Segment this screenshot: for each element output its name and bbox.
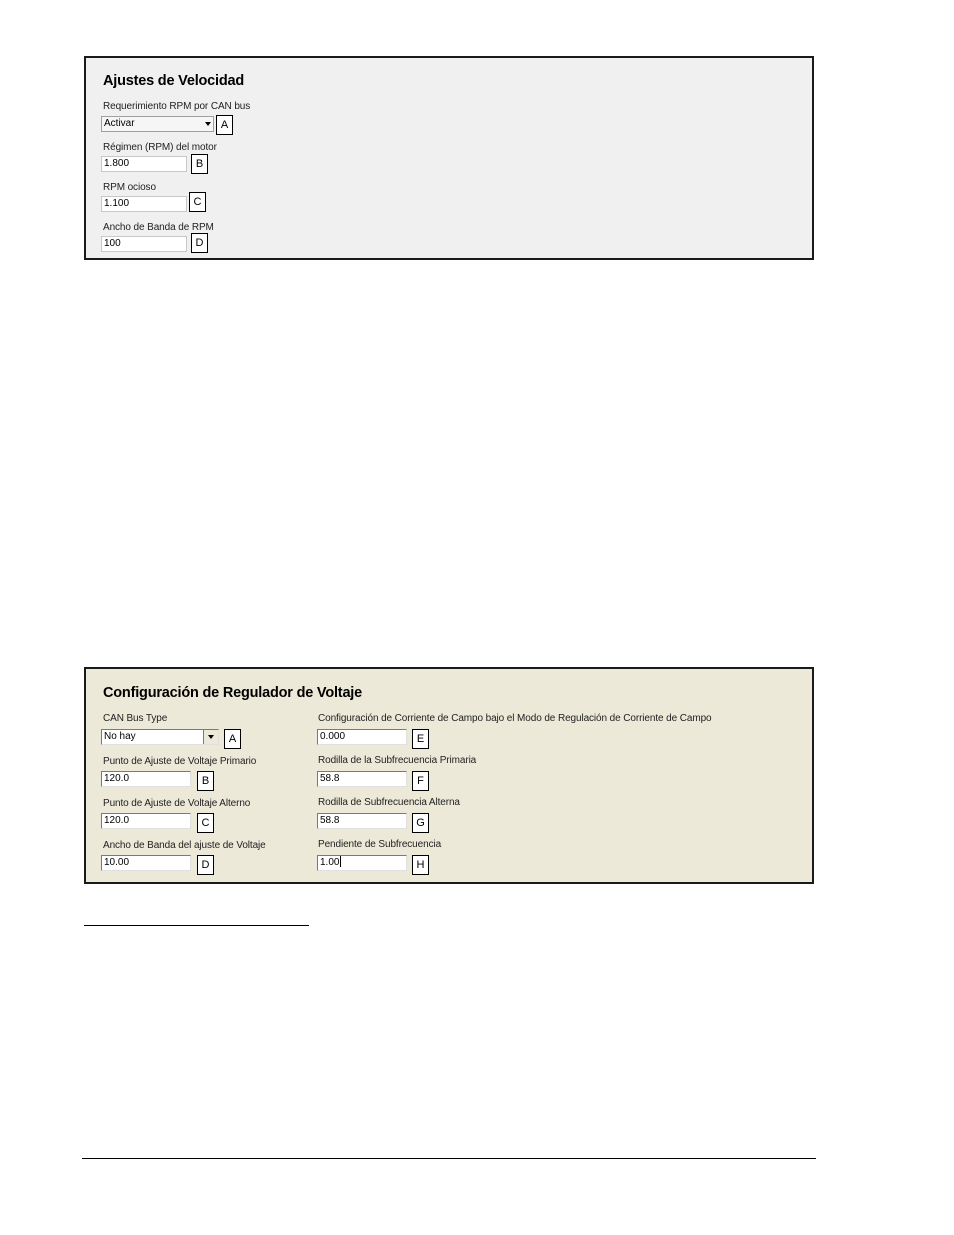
callout-h: H bbox=[412, 855, 429, 875]
primary-setpoint-label: Punto de Ajuste de Voltaje Primario bbox=[103, 756, 257, 767]
rpm-band-input[interactable]: 100 bbox=[101, 236, 187, 252]
alternate-setpoint-label: Punto de Ajuste de Voltaje Alterno bbox=[103, 798, 251, 809]
slope-label: Pendiente de Subfrecuencia bbox=[318, 839, 442, 850]
callout-d: D bbox=[197, 855, 214, 875]
dropdown-button[interactable] bbox=[203, 730, 218, 744]
primary-knee-input[interactable]: 58.8 bbox=[317, 771, 407, 787]
voltage-band-label: Ancho de Banda del ajuste de Voltaje bbox=[103, 840, 266, 851]
text-cursor bbox=[340, 856, 341, 867]
rpm-band-label: Ancho de Banda de RPM bbox=[103, 222, 214, 233]
callout-b: B bbox=[197, 771, 214, 791]
can-bus-value: No hay bbox=[104, 731, 136, 742]
slope-input[interactable] bbox=[317, 855, 407, 871]
footer-rule bbox=[82, 1158, 816, 1159]
primary-knee-label: Rodilla de la Subfrecuencia Primaria bbox=[318, 755, 477, 766]
voltage-panel-title: Configuración de Regulador de Voltaje bbox=[103, 685, 362, 701]
callout-a: A bbox=[224, 729, 241, 749]
speed-settings-panel bbox=[84, 56, 814, 260]
can-bus-select[interactable] bbox=[101, 729, 219, 745]
callout-c: C bbox=[189, 192, 206, 212]
callout-e: E bbox=[412, 729, 429, 749]
callout-d: D bbox=[191, 233, 208, 253]
callout-c: C bbox=[197, 813, 214, 833]
alternate-knee-label: Rodilla de Subfrecuencia Alterna bbox=[318, 797, 460, 808]
callout-b: B bbox=[191, 154, 208, 174]
voltage-regulator-panel bbox=[84, 667, 814, 884]
slope-value: 1.00 bbox=[320, 857, 340, 868]
engine-rpm-input[interactable]: 1.800 bbox=[101, 156, 187, 172]
callout-a: A bbox=[216, 115, 233, 135]
footnote-rule bbox=[84, 925, 309, 926]
callout-g: G bbox=[412, 813, 429, 833]
alternate-knee-input[interactable]: 58.8 bbox=[317, 813, 407, 829]
alternate-setpoint-input[interactable]: 120.0 bbox=[101, 813, 191, 829]
can-bus-label: CAN Bus Type bbox=[103, 713, 168, 724]
primary-setpoint-input[interactable]: 120.0 bbox=[101, 771, 191, 787]
callout-f: F bbox=[412, 771, 429, 791]
engine-rpm-label: Régimen (RPM) del motor bbox=[103, 142, 217, 153]
rpm-request-select[interactable] bbox=[101, 116, 214, 132]
voltage-band-input[interactable]: 10.00 bbox=[101, 855, 191, 871]
field-current-label: Configuración de Corriente de Campo bajo el Modo de Regulación de Corriente de Campo bbox=[318, 713, 712, 724]
chevron-down-icon bbox=[208, 735, 214, 739]
chevron-down-icon[interactable] bbox=[205, 122, 211, 126]
idle-rpm-label: RPM ocioso bbox=[103, 182, 156, 193]
idle-rpm-input[interactable]: 1.100 bbox=[101, 196, 187, 212]
rpm-request-value: Activar bbox=[104, 118, 135, 129]
rpm-request-label: Requerimiento RPM por CAN bus bbox=[103, 101, 251, 112]
speed-panel-title: Ajustes de Velocidad bbox=[103, 73, 245, 89]
field-current-input[interactable]: 0.000 bbox=[317, 729, 407, 745]
